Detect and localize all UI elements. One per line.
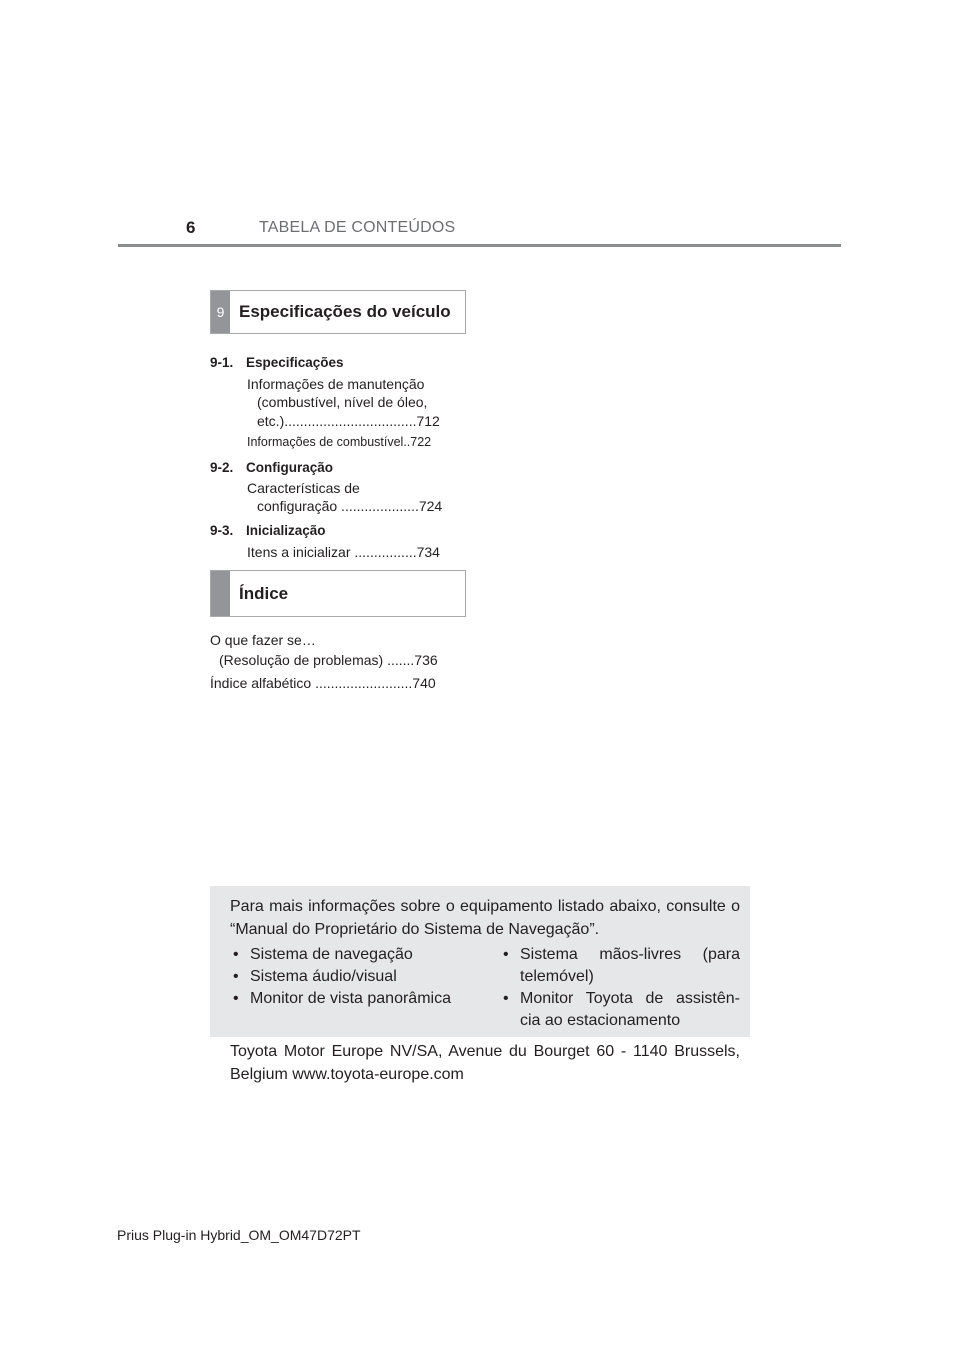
toc-entry[interactable] [247, 434, 431, 451]
equipment-item: • Sistema áudio/visual [231, 966, 461, 988]
toc-entry[interactable] [247, 376, 424, 393]
toc-entry-line: Características de [247, 480, 360, 496]
info-text: Para mais informações sobre o equipamento listado abaixo, consulte o “Manual do Proprietário do Sistema de Navegação”. [230, 898, 740, 938]
toc-entry-line: configuração ....................724 [257, 498, 443, 514]
toc-entry-continuation[interactable] [219, 652, 438, 669]
toc-group-title: Especificações [246, 355, 344, 370]
header-title: TABELA DE CONTEÚDOS [259, 219, 456, 236]
toc-group-9-3[interactable] [210, 522, 326, 539]
equipment-item: • Sistema de navegação [231, 944, 461, 966]
document-footer: Prius Plug-in Hybrid_OM_OM47D72PT [117, 1227, 361, 1243]
info-box [210, 886, 750, 1037]
toc-group-title: Inicialização [246, 523, 326, 538]
index-title: Índice [239, 584, 289, 603]
toc-entry-continuation[interactable] [257, 498, 442, 515]
toc-group-number: 9-2. [210, 460, 234, 475]
toc-entry[interactable] [210, 675, 436, 692]
section-9-title: Especificações do veículo [239, 302, 451, 321]
toc-entry-line: etc.)..................................712 [257, 413, 440, 429]
toc-entry-line: O que fazer se… [210, 632, 316, 648]
index-heading [210, 570, 466, 617]
toc-entry-continuation[interactable] [257, 413, 440, 430]
toc-entry-continuation[interactable] [257, 394, 427, 411]
toc-entry[interactable] [247, 480, 360, 497]
equipment-list-left [231, 944, 461, 1010]
toc-group-number: 9-3. [210, 523, 234, 538]
page-number: 6 [186, 218, 196, 237]
publisher-address: Toyota Motor Europe NV/SA, Avenue du Bourget 60 - 1140 Brussels, Belgium www.toyota-europe.com [230, 1043, 740, 1083]
equipment-item: • Sistema mãos-livres (para telemóvel) [501, 944, 740, 988]
section-9-heading [210, 290, 466, 334]
toc-entry-line: Índice alfabético .........................740 [210, 675, 436, 691]
equipment-list-right [501, 944, 740, 1032]
toc-group-number: 9-1. [210, 355, 234, 370]
toc-entry-line: Informações de combustível..722 [247, 435, 432, 449]
toc-entry-line: Itens a inicializar ................734 [247, 544, 440, 560]
toc-entry[interactable] [210, 632, 316, 649]
toc-group-9-2[interactable] [210, 459, 333, 476]
toc-entry-line: (combustível, nível de óleo, [257, 394, 428, 410]
index-tab [211, 571, 230, 616]
toc-entry-line: Informações de manutenção [247, 376, 425, 392]
equipment-item: • Monitor de vista panorâmica [231, 988, 461, 1010]
toc-entry-line: (Resolução de problemas) .......736 [219, 652, 438, 668]
toc-entry[interactable] [247, 544, 440, 561]
equipment-item: • Monitor Toyota de assistên- cia ao estacionamento [501, 988, 740, 1032]
header-divider [118, 244, 841, 247]
toc-group-9-1[interactable] [210, 354, 344, 371]
toc-group-title: Configuração [246, 460, 334, 475]
section-9-tab: 9 [211, 291, 230, 333]
